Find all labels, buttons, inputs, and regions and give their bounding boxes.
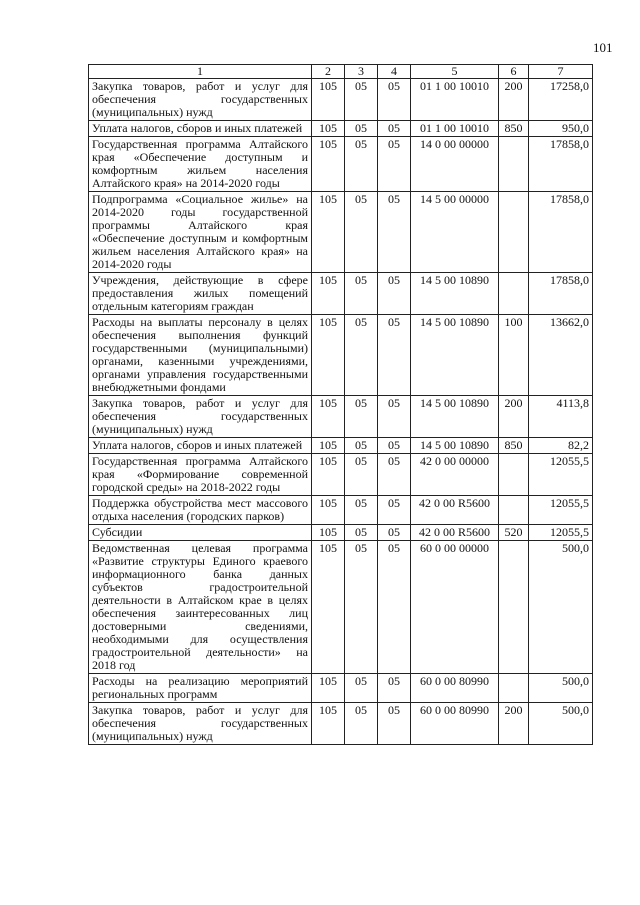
table-row xyxy=(89,121,593,137)
row-code-3: 05 xyxy=(345,674,378,703)
row-expense-type xyxy=(499,192,529,273)
row-target-article: 60 0 00 80990 xyxy=(411,703,499,745)
row-expense-type: 200 xyxy=(499,703,529,745)
row-amount: 17858,0 xyxy=(529,192,593,273)
row-description: Учреждения, действующие в сфере предоставления жилых помещений отдельным категориям граждан xyxy=(89,273,312,315)
table-row xyxy=(89,273,593,315)
row-code-3: 05 xyxy=(345,273,378,315)
table-row xyxy=(89,541,593,674)
row-code-4: 05 xyxy=(378,396,411,438)
table-body xyxy=(89,79,593,745)
row-amount: 12055,5 xyxy=(529,454,593,496)
row-description: Расходы на реализацию мероприятий региональных программ xyxy=(89,674,312,703)
row-code-4: 05 xyxy=(378,79,411,121)
row-expense-type: 200 xyxy=(499,79,529,121)
table-row xyxy=(89,79,593,121)
row-code-2: 105 xyxy=(312,137,345,192)
row-code-4: 05 xyxy=(378,438,411,454)
table-row xyxy=(89,454,593,496)
row-code-4: 05 xyxy=(378,315,411,396)
row-code-2: 105 xyxy=(312,396,345,438)
row-code-3: 05 xyxy=(345,121,378,137)
page-number: 101 xyxy=(593,40,613,55)
row-code-3: 05 xyxy=(345,396,378,438)
row-code-4: 05 xyxy=(378,454,411,496)
row-expense-type: 850 xyxy=(499,438,529,454)
row-description: Ведомственная целевая программа «Развитие структуры Единого краевого информационного банка данных субъектов градостроительной деятельности в Алтайском крае в целях обеспечения заинтересованных лиц достоверными сведениями, необходимыми для осуществления градостроительной деятельности» на 2018 год xyxy=(89,541,312,674)
row-description: Поддержка обустройства мест массового отдыха населения (городских парков) xyxy=(89,496,312,525)
row-code-4: 05 xyxy=(378,703,411,745)
table-row xyxy=(89,703,593,745)
header-cell: 7 xyxy=(529,65,593,79)
row-expense-type xyxy=(499,674,529,703)
row-amount: 12055,5 xyxy=(529,525,593,541)
row-amount: 500,0 xyxy=(529,674,593,703)
row-target-article: 42 0 00 R5600 xyxy=(411,525,499,541)
row-amount: 12055,5 xyxy=(529,496,593,525)
row-description: Закупка товаров, работ и услуг для обеспечения государственных (муниципальных) нужд xyxy=(89,396,312,438)
table-row xyxy=(89,438,593,454)
row-description: Закупка товаров, работ и услуг для обеспечения государственных (муниципальных) нужд xyxy=(89,79,312,121)
row-code-2: 105 xyxy=(312,79,345,121)
row-description: Закупка товаров, работ и услуг для обеспечения государственных (муниципальных) нужд xyxy=(89,703,312,745)
row-target-article: 01 1 00 10010 xyxy=(411,79,499,121)
row-target-article: 14 0 00 00000 xyxy=(411,137,499,192)
row-code-2: 105 xyxy=(312,273,345,315)
row-target-article: 14 5 00 10890 xyxy=(411,273,499,315)
row-amount: 17858,0 xyxy=(529,273,593,315)
row-amount: 17858,0 xyxy=(529,137,593,192)
row-target-article: 14 5 00 10890 xyxy=(411,396,499,438)
row-code-4: 05 xyxy=(378,674,411,703)
row-expense-type xyxy=(499,496,529,525)
row-code-2: 105 xyxy=(312,438,345,454)
row-description: Субсидии xyxy=(89,525,312,541)
row-code-3: 05 xyxy=(345,496,378,525)
header-cell: 3 xyxy=(345,65,378,79)
table-header xyxy=(89,65,593,79)
header-cell: 6 xyxy=(499,65,529,79)
row-expense-type: 100 xyxy=(499,315,529,396)
row-amount: 950,0 xyxy=(529,121,593,137)
header-cell: 1 xyxy=(89,65,312,79)
row-target-article: 14 5 00 10890 xyxy=(411,315,499,396)
row-code-4: 05 xyxy=(378,137,411,192)
header-cell: 5 xyxy=(411,65,499,79)
table-row xyxy=(89,192,593,273)
row-code-3: 05 xyxy=(345,137,378,192)
row-target-article: 60 0 00 80990 xyxy=(411,674,499,703)
row-amount: 500,0 xyxy=(529,541,593,674)
row-amount: 4113,8 xyxy=(529,396,593,438)
row-code-2: 105 xyxy=(312,674,345,703)
row-description: Уплата налогов, сборов и иных платежей xyxy=(89,438,312,454)
row-description: Уплата налогов, сборов и иных платежей xyxy=(89,121,312,137)
row-expense-type: 520 xyxy=(499,525,529,541)
table-row xyxy=(89,137,593,192)
row-amount: 500,0 xyxy=(529,703,593,745)
row-code-2: 105 xyxy=(312,454,345,496)
row-code-4: 05 xyxy=(378,525,411,541)
row-expense-type xyxy=(499,273,529,315)
row-code-3: 05 xyxy=(345,315,378,396)
row-code-3: 05 xyxy=(345,79,378,121)
row-target-article: 14 5 00 00000 xyxy=(411,192,499,273)
header-cell: 4 xyxy=(378,65,411,79)
row-expense-type xyxy=(499,137,529,192)
row-target-article: 01 1 00 10010 xyxy=(411,121,499,137)
row-code-3: 05 xyxy=(345,192,378,273)
table-row xyxy=(89,674,593,703)
header-row xyxy=(89,65,593,79)
table-row xyxy=(89,396,593,438)
row-expense-type: 200 xyxy=(499,396,529,438)
row-code-3: 05 xyxy=(345,541,378,674)
header-cell: 2 xyxy=(312,65,345,79)
row-expense-type xyxy=(499,454,529,496)
row-code-2: 105 xyxy=(312,541,345,674)
row-target-article: 42 0 00 R5600 xyxy=(411,496,499,525)
row-code-2: 105 xyxy=(312,121,345,137)
row-expense-type xyxy=(499,541,529,674)
row-code-4: 05 xyxy=(378,192,411,273)
row-code-2: 105 xyxy=(312,315,345,396)
table-row xyxy=(89,496,593,525)
row-description: Подпрограмма «Социальное жилье» на 2014-2020 годы государственной программы Алтайского края «Обеспечение доступным и комфортным жильем населения Алтайского края» на 2014-2020 годы xyxy=(89,192,312,273)
row-code-3: 05 xyxy=(345,525,378,541)
budget-table xyxy=(88,64,593,745)
row-amount: 17258,0 xyxy=(529,79,593,121)
row-description: Расходы на выплаты персоналу в целях обеспечения выполнения функций государственными (муниципальными) органами, казенными учреждениями, органами управления государственными внебюджетными фондами xyxy=(89,315,312,396)
row-amount: 13662,0 xyxy=(529,315,593,396)
row-code-3: 05 xyxy=(345,438,378,454)
row-code-2: 105 xyxy=(312,703,345,745)
row-expense-type: 850 xyxy=(499,121,529,137)
row-code-2: 105 xyxy=(312,525,345,541)
row-code-3: 05 xyxy=(345,454,378,496)
row-description: Государственная программа Алтайского края «Формирование современной городской среды» на 2018-2022 годы xyxy=(89,454,312,496)
row-code-2: 105 xyxy=(312,192,345,273)
row-code-2: 105 xyxy=(312,496,345,525)
row-amount: 82,2 xyxy=(529,438,593,454)
table-row xyxy=(89,525,593,541)
table-row xyxy=(89,315,593,396)
row-target-article: 42 0 00 00000 xyxy=(411,454,499,496)
row-code-4: 05 xyxy=(378,496,411,525)
row-target-article: 14 5 00 10890 xyxy=(411,438,499,454)
row-target-article: 60 0 00 00000 xyxy=(411,541,499,674)
row-code-4: 05 xyxy=(378,273,411,315)
row-code-4: 05 xyxy=(378,121,411,137)
row-description: Государственная программа Алтайского края «Обеспечение доступным и комфортным жильем населения Алтайского края» на 2014-2020 годы xyxy=(89,137,312,192)
row-code-3: 05 xyxy=(345,703,378,745)
row-code-4: 05 xyxy=(378,541,411,674)
